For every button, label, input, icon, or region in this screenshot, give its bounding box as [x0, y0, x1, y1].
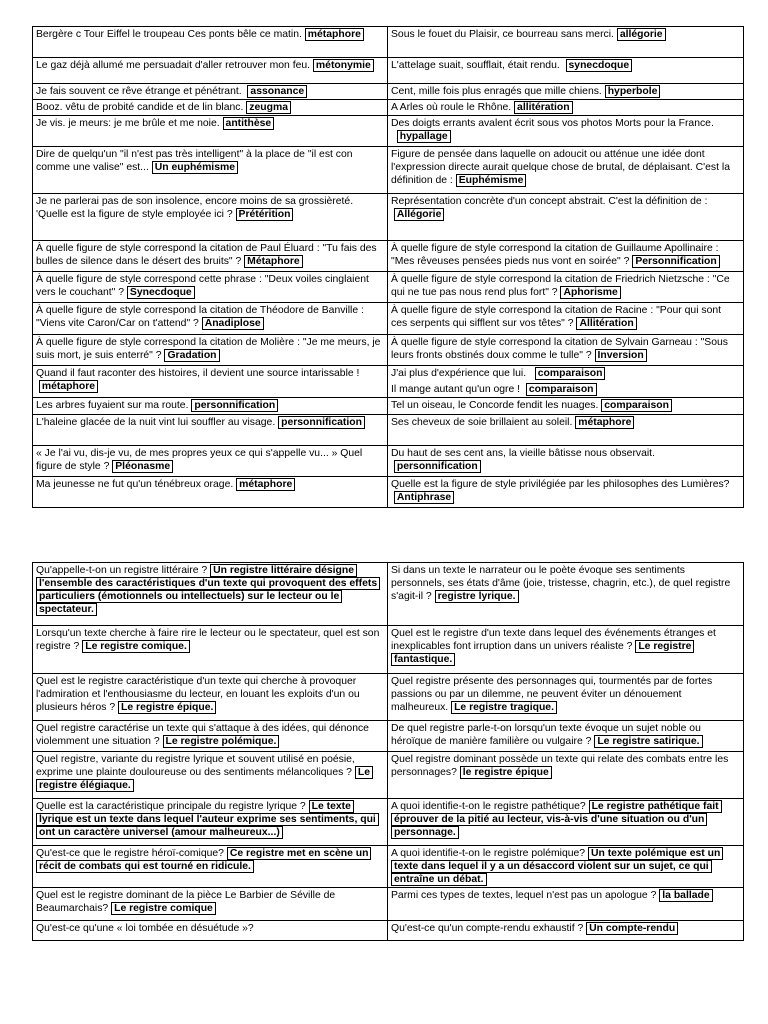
answer-box: Le texte lyrique est un texte dans lequel l'auteur exprime ses sentiments, qui ont un caractère universel (amour malheureux...): [36, 800, 379, 839]
question-text: Quel est le registre caractéristique d'un texte qui cherche à provoquer l'admiration et l'enthousiasme du lecteur, en louant les exploits d'un ou plusieurs héros ?: [36, 676, 360, 714]
table-row: [33, 194, 744, 241]
left-entry: [36, 367, 384, 393]
cell-right: [388, 799, 744, 846]
question-text: Parmi ces types de textes, lequel n'est pas un apologue ?: [391, 890, 657, 902]
cell-right: [388, 398, 744, 414]
answer-box: Le registre satirique.: [594, 735, 702, 748]
question-text: Quel registre présente des personnages qui, tourmentés par de fortes passions ou par un dilemme, ne peuvent éviter un dénouement malheureux.: [391, 676, 713, 714]
question-text: Quelle est la caractéristique principale du registre lyrique ?: [36, 801, 306, 812]
answer-box: Euphémisme: [456, 174, 527, 187]
table-row: [33, 921, 744, 941]
table-row: [33, 476, 744, 507]
cell-right: [388, 674, 744, 721]
question-text: Sous le fouet du Plaisir, ce bourreau sans merci.: [391, 29, 614, 40]
cell-left: [33, 674, 388, 721]
left-entry: [36, 117, 384, 130]
left-entry: [36, 800, 384, 839]
answer-box: Gradation: [164, 349, 219, 362]
spacer-text: [391, 131, 397, 142]
table-row: [33, 147, 744, 194]
left-entry: [36, 242, 384, 268]
right-entry: [391, 753, 740, 779]
question-text: Quel registre caractérise un texte qui s'attaque à des idées, qui dénonce violemment une situation ?: [36, 723, 369, 748]
answer-box: métaphore: [39, 380, 98, 393]
right-entry: [391, 922, 740, 935]
cell-left: [33, 100, 388, 116]
question-text: De quel registre parle-t-on lorsqu'un texte évoque un sujet noble ou héroïque de manière familière ou vulgaire ?: [391, 723, 701, 748]
table-row: [33, 445, 744, 476]
cell-right: [388, 116, 744, 147]
spacer-text: [526, 368, 535, 379]
cell-left: [33, 476, 388, 507]
cell-left: [33, 58, 388, 84]
question-text: Ma jeunesse ne fut qu'un ténébreux orage.: [36, 478, 234, 490]
answer-box: personnification: [278, 416, 365, 429]
right-entry: [391, 847, 740, 886]
question-text: Si dans un texte le narrateur ou le poète évoque ses sentiments personnels, ses états d'âme (joie, tristesse, chagrin, etc.), de quel registre s'agit-il ?: [391, 565, 731, 603]
right-entry: [391, 627, 740, 666]
answer-box: assonance: [247, 85, 307, 98]
left-entry: [36, 847, 384, 873]
cell-right: [388, 147, 744, 194]
question-text: À quelle figure de style correspond cette phrase : "Deux voiles cinglaient vers le couchant" ?: [36, 274, 369, 299]
right-entry: [391, 416, 740, 429]
left-entry: [36, 273, 384, 299]
answer-box: Synecdoque: [127, 286, 195, 299]
right-entry: [391, 675, 740, 714]
cell-right: [388, 194, 744, 241]
question-text: Qu'est-ce qu'une « loi tombée en désuétude »?: [36, 923, 254, 935]
right-entry: [391, 399, 740, 412]
right-entry: [391, 28, 740, 41]
cell-left: [33, 194, 388, 241]
figures-table-body: [33, 27, 744, 508]
answer-box: Le registre polémique.: [163, 735, 280, 748]
left-entry: [36, 416, 384, 429]
cell-left: [33, 414, 388, 445]
table-row: [33, 272, 744, 303]
answer-box: zeugma: [246, 101, 291, 114]
question-text: Quel registre dominant possède un texte qui relate des combats entre les personnages?: [391, 754, 729, 779]
answer-box: Personnification: [632, 255, 719, 268]
registres-table-body: [33, 563, 744, 941]
answer-box: Allégorie: [394, 208, 444, 221]
cell-right: [388, 888, 744, 921]
question-text: Qu'est-ce qu'un compte-rendu exhaustif ?: [391, 923, 584, 935]
table-row: [33, 799, 744, 846]
answer-box: Le registre tragique.: [451, 701, 557, 714]
answer-box: personnification: [191, 399, 278, 412]
answer-box: hyperbole: [605, 85, 661, 98]
question-text: Lorsqu'un texte cherche à faire rire le lecteur ou le spectateur, quel est son registre ?: [36, 628, 380, 653]
cell-right: [388, 366, 744, 398]
table-row: [33, 563, 744, 626]
answer-box: Métaphore: [244, 255, 303, 268]
question-text: À quelle figure de style correspond la citation de Théodore de Banville : "Viens vite Caron/Car on t'attend" ?: [36, 305, 364, 330]
registres-table: [32, 562, 744, 941]
table-row: [33, 366, 744, 398]
question-text: Qu'est-ce que le registre héroï-comique?: [36, 848, 224, 859]
question-text: Du haut de ses cent ans, la vieille bâtisse nous observait.: [391, 447, 655, 459]
cell-right: [388, 272, 744, 303]
cell-right: [388, 563, 744, 626]
answer-box: allitération: [514, 101, 573, 114]
right-entry: [391, 242, 740, 268]
cell-right: [388, 303, 744, 335]
answer-box: Le registre fantastique.: [391, 640, 694, 666]
answer-box: Ce registre met en scène un récit de combats qui est tourné en ridicule.: [36, 847, 371, 873]
table-row: [33, 100, 744, 116]
table-row: [33, 846, 744, 888]
question-text: Il mange autant qu'un ogre !: [391, 384, 521, 396]
left-entry: [36, 922, 384, 935]
right-entry: [391, 889, 740, 902]
right-entry: [391, 148, 740, 187]
left-entry: [36, 85, 384, 98]
cell-right: [388, 84, 744, 100]
answer-box: métaphore: [575, 416, 634, 429]
question-text: Qu'appelle-t-on un registre littéraire ?: [36, 565, 208, 576]
cell-right: [388, 445, 744, 476]
left-entry: [36, 195, 384, 221]
answer-box: métaphore: [236, 478, 295, 491]
left-entry: [36, 28, 384, 41]
cell-left: [33, 147, 388, 194]
question-text: Les arbres fuyaient sur ma route.: [36, 400, 189, 412]
right-entry: [391, 195, 740, 221]
cell-left: [33, 398, 388, 414]
cell-left: [33, 626, 388, 674]
spacer-text: [560, 60, 566, 71]
cell-left: [33, 366, 388, 398]
left-entry: [36, 59, 384, 72]
table-row: [33, 752, 744, 799]
spacer-text: [520, 384, 526, 395]
answer-box: Le registre épique.: [118, 701, 216, 714]
left-entry: [36, 478, 384, 491]
answer-box: Pléonasme: [112, 460, 173, 473]
cell-left: [33, 303, 388, 335]
question-text: Des doigts errants avalent écrit sous vos photos Morts pour la France.: [391, 118, 714, 130]
question-text: L'haleine glacée de la nuit vint lui souffler au visage.: [36, 416, 276, 428]
left-entry: [36, 722, 384, 748]
question-text: Quel registre, variante du registre lyrique et souvent utilisé en poésie, exprime une plainte douloureuse ou des sentiments mélancoliques ?: [36, 754, 355, 779]
question-text: A quoi identifie-t-on le registre pathétique?: [391, 801, 586, 812]
question-text: Je ne parlerai pas de son insolence, encore moins de sa grossièreté. 'Quelle est la figure de style employée ici ?: [36, 196, 354, 221]
table-row: [33, 27, 744, 58]
question-text: À quelle figure de style correspond la citation de Molière : "Je me meurs, je suis mort, je suis enterré" ?: [36, 337, 381, 362]
right-entry: [391, 101, 740, 114]
left-entry: [36, 336, 384, 362]
cell-right: [388, 752, 744, 799]
right-entry: [391, 478, 740, 504]
question-text: À quelle figure de style correspond la citation de Sylvain Garneau : "Sous leurs fronts obstinés doux comme le tulle" ?: [391, 337, 728, 362]
cell-right: [388, 626, 744, 674]
answer-box: Le registre pathétique fait éprouver de la pitié au lecteur, vis-à-vis d'une situation ou d'un personnage.: [391, 800, 722, 839]
answer-box: Le registre comique: [111, 902, 216, 915]
cell-right: [388, 335, 744, 366]
answer-box: allégorie: [617, 28, 666, 41]
right-entry: [391, 304, 740, 330]
question-text: Ses cheveux de soie brillaient au soleil.: [391, 416, 573, 428]
left-entry: [36, 627, 384, 653]
answer-box: Aphorisme: [560, 286, 620, 299]
answer-box: Allitération: [576, 317, 636, 330]
question-text: À quelle figure de style correspond la citation de Guillaume Apollinaire : "Mes rêveuses pensées pieds nus vont en soirée" ?: [391, 243, 719, 268]
question-text: « Je l'ai vu, dis-je vu, de mes propres yeux ce qui s'appelle vu... » Quel figure de style ?: [36, 447, 363, 472]
left-entry: [36, 675, 384, 714]
left-entry: [36, 148, 384, 174]
cell-left: [33, 846, 388, 888]
answer-box: comparaison: [526, 383, 597, 396]
answer-box: le registre épique: [460, 766, 552, 779]
cell-left: [33, 921, 388, 941]
question-text: Je fais souvent ce rêve étrange et pénétrant.: [36, 86, 242, 97]
right-entry: [391, 722, 740, 748]
table-row: [33, 414, 744, 445]
cell-left: [33, 445, 388, 476]
cell-right: [388, 27, 744, 58]
question-text: Figure de pensée dans laquelle on adoucit ou atténue une idée dont l'expression directe aurait quelque chose de brutal, de déplaisant. C'est la définition de :: [391, 149, 730, 187]
figures-de-style-table: [32, 26, 744, 508]
right-entry: [391, 383, 740, 396]
answer-box: Le registre comique.: [82, 640, 190, 653]
answer-box: Prétérition: [236, 208, 294, 221]
cell-right: [388, 58, 744, 84]
answer-box: Antiphrase: [394, 491, 454, 504]
answer-box: métonymie: [313, 59, 374, 72]
table-row: [33, 241, 744, 272]
cell-right: [388, 846, 744, 888]
right-entry: [391, 273, 740, 299]
cell-right: [388, 721, 744, 752]
left-entry: [36, 447, 384, 473]
cell-left: [33, 721, 388, 752]
table-row: [33, 721, 744, 752]
answer-box: comparaison: [601, 399, 672, 412]
right-entry: [391, 564, 740, 603]
left-entry: [36, 564, 384, 616]
question-text: Cent, mille fois plus enragés que mille chiens.: [391, 86, 602, 97]
answer-box: registre lyrique.: [435, 590, 519, 603]
cell-right: [388, 241, 744, 272]
table-row: [33, 888, 744, 921]
right-entry: [391, 59, 740, 72]
question-text: Bergère c Tour Eiffel le troupeau Ces ponts bêle ce matin.: [36, 29, 302, 40]
cell-right: [388, 921, 744, 941]
answer-box: Anadiplose: [202, 317, 264, 330]
answer-box: la ballade: [659, 889, 712, 902]
question-text: Représentation concrète d'un concept abstrait. C'est la définition de :: [391, 196, 708, 208]
cell-right: [388, 414, 744, 445]
table-row: [33, 674, 744, 721]
cell-left: [33, 752, 388, 799]
answer-box: Inversion: [595, 349, 647, 362]
question-text: À quelle figure de style correspond la citation de Friedrich Nietzsche : "Ce qui ne tue pas nous rend plus fort" ?: [391, 274, 730, 299]
table-row: [33, 335, 744, 366]
left-entry: [36, 101, 384, 114]
left-entry: [36, 304, 384, 330]
right-entry: [391, 336, 740, 362]
answer-box: Un texte polémique est un texte dans lequel il y a un désaccord violent sur un sujet, ce qui entraîne un débat.: [391, 847, 723, 886]
cell-left: [33, 272, 388, 303]
question-text: A Arles où roule le Rhône.: [391, 102, 512, 114]
question-text: Quelle est la figure de style privilégiée par les philosophes des Lumières?: [391, 478, 730, 490]
cell-left: [33, 563, 388, 626]
cell-left: [33, 888, 388, 921]
table-row: [33, 626, 744, 674]
answer-box: synecdoque: [566, 59, 633, 72]
table-row: [33, 58, 744, 84]
table-row: [33, 116, 744, 147]
question-text: Quel est le registre dominant de la pièce Le Barbier de Séville de Beaumarchais?: [36, 890, 336, 915]
question-text: Dire de quelqu'un "il n'est pas très intelligent" à la place de "il est con comme une valise" est...: [36, 149, 353, 174]
cell-left: [33, 335, 388, 366]
right-entry: [391, 85, 740, 98]
question-text: À quelle figure de style correspond la citation de Paul Éluard : "Tu fais des bulles de silence dans le désert des bruits" ?: [36, 243, 377, 268]
right-entry: [391, 117, 740, 143]
cell-left: [33, 241, 388, 272]
cell-right: [388, 476, 744, 507]
table-row: [33, 84, 744, 100]
right-entry: [391, 800, 740, 839]
right-entry: [391, 367, 740, 380]
question-text: À quelle figure de style correspond la citation de Racine : "Pour qui sont ces serpents qui sifflent sur vos têtes" ?: [391, 305, 722, 330]
left-entry: [36, 753, 384, 792]
answer-box: Le registre élégiaque.: [36, 766, 373, 792]
answer-box: personnification: [394, 460, 481, 473]
cell-left: [33, 799, 388, 846]
answer-box: comparaison: [535, 367, 606, 380]
question-text: J'ai plus d'expérience que lui.: [391, 368, 527, 380]
question-text: Tel un oiseau, le Concorde fendit les nuages.: [391, 400, 599, 412]
question-text: A quoi identifie-t-on le registre polémique?: [391, 848, 586, 859]
table-row: [33, 398, 744, 414]
answer-box: Un euphémisme: [152, 161, 238, 174]
cell-left: [33, 27, 388, 58]
answer-box: hypallage: [397, 130, 451, 143]
cell-right: [388, 100, 744, 116]
answer-box: métaphore: [305, 28, 364, 41]
question-text: Le gaz déjà allumé me persuadait d'aller retrouver mon feu.: [36, 60, 311, 71]
left-entry: [36, 399, 384, 412]
answer-box: antithèse: [223, 117, 275, 130]
question-text: L'attelage suait, soufflait, était rendu.: [391, 60, 560, 71]
right-entry: [391, 447, 740, 473]
answer-box: Un registre littéraire désigne l'ensemble des caractéristiques d'un texte qui provoquent des effets particuliers (émotionnels ou intellectuels) sur le lecteur ou le spectateur.: [36, 564, 380, 616]
answer-box: Un compte-rendu: [586, 922, 678, 935]
question-text: Booz. vêtu de probité candide et de lin blanc.: [36, 102, 244, 114]
question-text: Quel est le registre d'un texte dans lequel des événements étranges et inexplicables font irruption dans un univers réaliste ?: [391, 628, 716, 653]
cell-left: [33, 116, 388, 147]
left-entry: [36, 889, 384, 915]
question-text: Quand il faut raconter des histoires, il devient une source intarissable !: [36, 368, 360, 380]
question-text: Je vis. je meurs: je me brûle et me noie.: [36, 118, 220, 130]
table-row: [33, 303, 744, 335]
cell-left: [33, 84, 388, 100]
